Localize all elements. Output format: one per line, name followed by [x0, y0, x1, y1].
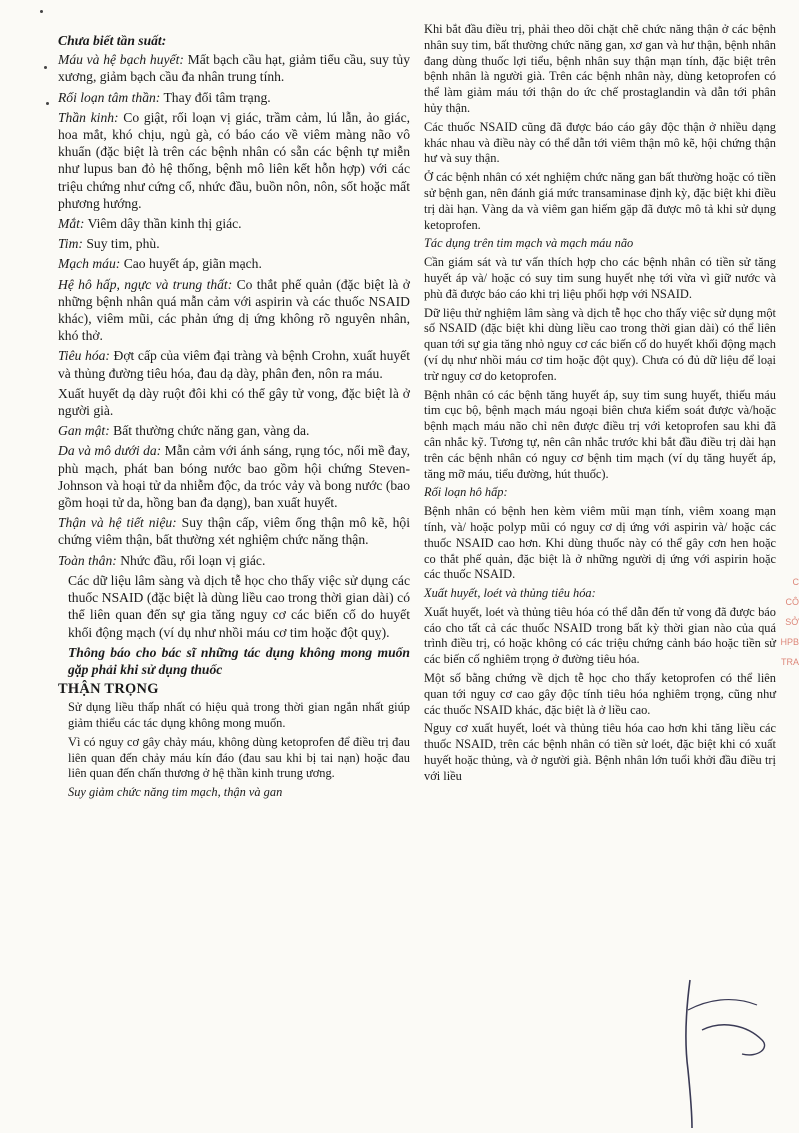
organ-system-text: Đợt cấp của viêm đại tràng và bệnh Crohn, xuất huyết và thủng đường tiêu hóa, đau dạ dày, phân đen, nôn ra máu.: [58, 348, 410, 381]
adverse-effect-item: [58, 276, 410, 345]
scan-speck: [46, 102, 49, 105]
organ-system-label: Thần kinh:: [58, 109, 119, 125]
adverse-effect-item: [58, 347, 410, 381]
scan-speck: [40, 10, 43, 13]
body-paragraph: Một số bằng chứng về dịch tễ học cho thấy ketoprofen có thể liên quan tới nguy cơ cao gây độc tính tiêu hóa nghiêm trọng, cũng như các thuốc NSAID khác, đặc biệt là ở liều cao.: [424, 671, 776, 717]
organ-system-label: Mạch máu:: [58, 256, 121, 272]
body-paragraph: Bệnh nhân có các bệnh tăng huyết áp, suy tim sung huyết, thiếu máu tim cục bộ, bệnh mạch máu ngoại biên chưa kiểm soát được và/hoặc bệnh mạch máu não chỉ nên được điều trị với ketoprofen sau khi đã cân nhắc kỹ. Tương tự, nên cân nhắc trước khi bắt đầu điều trị dài hạn trên các bệnh nhân có nguy cơ bệnh tim mạch (ví dụ tăng huyết áp, tăng mỡ máu, tiểu đường, hút thuốc).: [424, 387, 776, 481]
stamp-text: SỞ: [785, 617, 799, 627]
notice-to-doctor: Thông báo cho bác sĩ những tác dụng không mong muốn gặp phải khi sử dụng thuốc: [68, 644, 410, 677]
stamp-text: C: [792, 577, 799, 587]
frequency-heading: Chưa biết tần suất:: [58, 33, 167, 48]
organ-system-label: Toàn thân:: [58, 552, 117, 568]
body-paragraph: Các thuốc NSAID cũng đã được báo cáo gây độc thận ở nhiều dạng khác nhau và điều này có thể dẫn tới viêm thận mô kẽ, hội chứng thận hư và suy thận.: [424, 119, 776, 166]
organ-system-text: Co thắt phế quản (đặc biệt là ở những bệnh nhân quá mẫn cảm với aspirin và các thuốc NSAID khác), viêm mũi, các phản ứng dị ứng không rõ nguyên nhân, khó thở.: [58, 276, 410, 344]
adverse-effect-item: [58, 255, 410, 272]
precaution-paragraph: Sử dụng liều thấp nhất có hiệu quả trong thời gian ngắn nhất giúp giảm thiểu các tác dụng không mong muốn.: [68, 700, 410, 730]
organ-system-label: Tim:: [58, 236, 83, 252]
adverse-effect-item: [58, 51, 410, 85]
subsection-heading-gi: Xuất huyết, loét và thủng tiêu hóa:: [424, 586, 596, 601]
organ-system-text: Bất thường chức năng gan, vàng da.: [109, 423, 310, 439]
clinical-data-paragraph: Các dữ liệu lâm sàng và dịch tễ học cho thấy việc sử dụng các thuốc NSAID (đặc biệt là dùng liều cao trong thời gian dài) có thể liên quan đến sự gia tăng nguy cơ các biến cố do huyết khối động mạch (ví dụ như nhồi máu cơ tim hoặc đột quỵ).: [68, 572, 410, 640]
adverse-effect-item: [58, 442, 410, 511]
body-paragraph: Bệnh nhân có bệnh hen kèm viêm mũi mạn tính, viêm xoang mạn tính, và/ hoặc polyp mũi có nguy cơ dị ứng với aspirin và/ hoặc các thuốc NSAID cao hơn. Khi dùng thuốc này có thể gây cơn hen hoặc co thắt phế quản, đặc biệt là ở những người dị ứng với aspirin hoặc các thuốc NSAID.: [424, 504, 776, 582]
organ-system-label: Mắt:: [58, 216, 85, 232]
subsection-heading: Suy giảm chức năng tim mạch, thận và gan: [68, 785, 283, 800]
scan-speck: [44, 66, 47, 69]
organ-system-text: Suy tim, phù.: [82, 236, 160, 252]
subsection-heading-cardio: Tác dụng trên tim mạch và mạch máu não: [424, 236, 634, 251]
precaution-paragraph: Vì có nguy cơ gây chảy máu, không dùng ketoprofen để điều trị đau liên quan đến chảy máu kín đáo (đau sau khi bị tai nạn) hoặc đau liên quan đến chấn thương ở hệ thần kinh trung ương.: [68, 734, 410, 781]
organ-system-label: Hệ hô hấp, ngực và trung thất:: [58, 276, 233, 292]
adverse-effects-list: [58, 51, 410, 569]
adverse-effect-item: [58, 215, 410, 232]
body-paragraph: Nguy cơ xuất huyết, loét và thủng tiêu hóa cao hơn khi tăng liều các thuốc NSAID, trên các bệnh nhân có tiền sử loét, đặc biệt khi có xuất huyết hoặc thủng, và ở người già. Bệnh nhân lớn tuổi khởi đầu điều trị với liều: [424, 721, 776, 783]
adverse-effect-item: [58, 235, 410, 252]
body-paragraph: Khi bắt đầu điều trị, phải theo dõi chặt chẽ chức năng thận ở các bệnh nhân suy tim, bất thường chức năng gan, xơ gan và hư thận, bệnh nhân đang dùng thuốc lợi tiểu, bệnh nhân suy thận mạn tính, đặc biệt trên bệnh nhân là người già. Trên các bệnh nhân này, dùng ketoprofen có thể làm giảm máu tới thận do ức chế prostaglandin và dẫn tới phân hủy thận.: [424, 22, 776, 115]
organ-system-text: Co giật, rối loạn vị giác, trầm cảm, lú lẫn, ảo giác, hoa mắt, khó chịu, ngủ gà, có báo cáo về viêm màng não vô khuẩn (đặc biệt là trên các bệnh nhân có sẵn các bệnh tự miễn như lupus ban đỏ hệ thống, bệnh mô liên kết hỗn hợp) với các triệu chứng như cứng cổ, nhức đầu, buồn nôn, nôn, sốt hoặc mất phương hướng.: [58, 109, 410, 211]
organ-system-label: Rối loạn tâm thần:: [58, 89, 161, 105]
organ-system-text: Nhức đầu, rối loạn vị giác.: [116, 552, 266, 568]
adverse-effect-item: [58, 89, 410, 106]
organ-system-label: Thận và hệ tiết niệu:: [58, 515, 177, 531]
organ-system-text: Thay đổi tâm trạng.: [160, 89, 271, 105]
adverse-effect-item: [58, 109, 410, 212]
precautions-heading: THẬN TRỌNG: [58, 681, 159, 698]
adverse-effect-item: [58, 422, 410, 439]
stamp-text: TRA: [781, 657, 799, 667]
body-paragraph: Ở các bệnh nhân có xét nghiệm chức năng gan bất thường hoặc có tiền sử bệnh gan, nên đánh giá mức transaminase định kỳ, đặc biệt khi điều trị dài hạn. Vàng da và viêm gan hiếm gặp đã được mô tả khi sử dụng ketoprofen.: [424, 170, 776, 232]
stamp-text: CÔ: [785, 597, 799, 607]
stamp-text: HPB: [780, 637, 799, 647]
adverse-effect-item: [58, 385, 410, 419]
subsection-heading-respiratory: Rối loạn hô hấp:: [424, 485, 508, 500]
handwritten-signature: [662, 970, 782, 1130]
organ-system-text: Mẫn cảm với ánh sáng, rụng tóc, nổi mề đay, phù mạch, phát ban bóng nước bao gồm hội chứng Steven-Johnson và hoại tử da nhiễm độc, da tróc vảy và bong nước (bao gồm hoại tử da, hồng ban đa dạng), ban xuất huyết.: [58, 443, 411, 511]
adverse-effect-item: [58, 552, 410, 569]
organ-system-text: Viêm dây thần kinh thị giác.: [84, 216, 242, 232]
organ-system-label: Da và mô dưới da:: [58, 443, 162, 459]
organ-system-text: Cao huyết áp, giãn mạch.: [120, 256, 262, 272]
organ-system-label: Máu và hệ bạch huyết:: [58, 52, 184, 68]
body-paragraph: Dữ liệu thử nghiệm lâm sàng và dịch tễ học cho thấy việc sử dụng một số NSAID (đặc biệt khi dùng liều cao trong thời gian dài) có thể liên quan tới sự gia tăng nhỏ nguy cơ các biến cố do huyết khối động mạch (ví dụ như nhồi máu cơ tim hoặc đột quỵ). Chưa có đủ dữ liệu để loại trừ nguy cơ do ketoprofen.: [424, 305, 776, 383]
organ-system-text: Mất bạch cầu hạt, giảm tiểu cầu, suy tủy xương, giảm bạch cầu đa nhân trung tính.: [58, 52, 410, 85]
right-column: [424, 22, 776, 788]
left-column: [58, 22, 410, 804]
organ-system-text: Suy thận cấp, viêm ống thận mô kẽ, hội chứng viêm thận, bất thường xét nghiệm chức năng thận.: [58, 515, 410, 548]
body-paragraph: Cần giám sát và tư vấn thích hợp cho các bệnh nhân có tiền sử tăng huyết áp và/ hoặc có suy tim sung huyết nhẹ tới vừa vì giữ nước và phù đã được báo cáo khi trị liệu phối hợp với NSAID.: [424, 255, 776, 301]
organ-system-text: Xuất huyết dạ dày ruột đôi khi có thể gây tử vong, đặc biệt là ở người già.: [58, 385, 410, 419]
adverse-effect-item: [58, 514, 410, 548]
organ-system-label: Tiêu hóa:: [58, 348, 110, 364]
organ-system-label: Gan mật:: [58, 423, 110, 439]
body-paragraph: Xuất huyết, loét và thủng tiêu hóa có thể dẫn đến tử vong đã được báo cáo cho tất cả các thuốc NSAID trong bất kỳ thời gian nào của quá trình điều trị, có hoặc không có các triệu chứng cảnh báo hoặc tiền sử các biến cố nghiêm trọng ở đường tiêu hóa.: [424, 604, 776, 667]
margin-stamp: [773, 572, 799, 682]
